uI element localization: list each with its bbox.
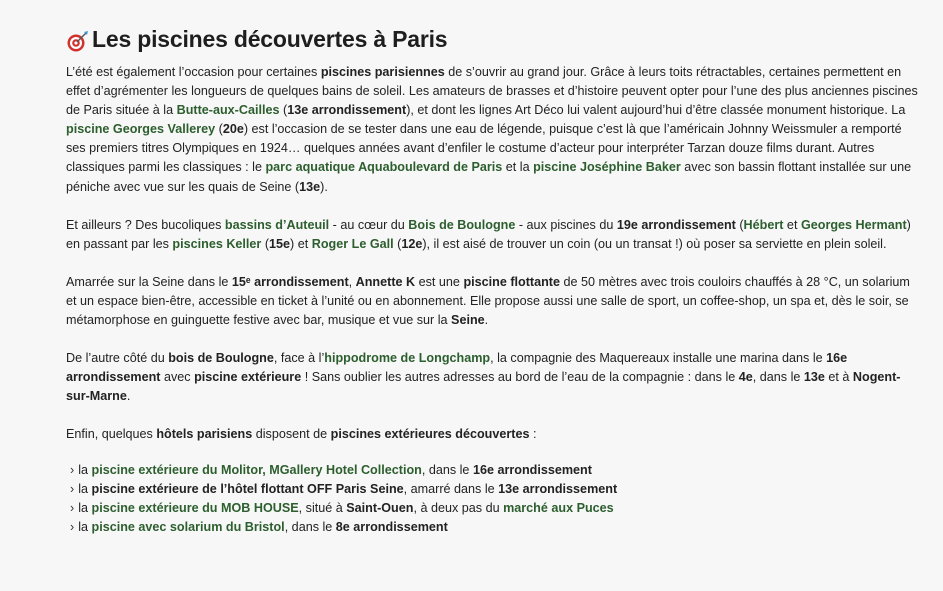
link-hebert[interactable]: Hébert — [743, 217, 784, 232]
chevron-right-icon: › — [70, 481, 75, 496]
chevron-right-icon: › — [70, 519, 75, 534]
paragraph-1: L’été est également l’occasion pour certaines piscines parisiennes de s’ouvrir au grand jour. Grâce à leurs toits rétractables, certaines permettent en effet d’agrémenter les longueurs de quelques bains de soleil. Les amateurs de brasses et d’histoire peuvent opter pour l’une des plus anciennes piscines de Paris située à la Butte-aux-Cailles (13e arrondissement), et dont les lignes Art Déco lui valent aujourd’hui d’être classée monument historique. La piscine Georges Vallerey (20e) est l’occasion de se tester dans une eau de légende, puisque c’est là que l’américain Johnny Weissmuler a remporté ses premiers titres Olympiques en 1924… quelques années avant d’enfiler le costume d’acteur pour interpréter Tarzan douze films durant. Autres classiques parmi les classiques : le parc aquatique Aquaboulevard de Paris et la piscine Joséphine Baker avec son bassin flottant installée sur une péniche avec vue sur les quais de Seine (13e). — [66, 65, 918, 194]
page-title — [66, 26, 923, 53]
link-aquaboulevard[interactable]: parc aquatique Aquaboulevard de Paris — [265, 160, 503, 175]
list-item: › la piscine extérieure du MOB HOUSE, situé à Saint-Ouen, à deux pas du marché aux Puces — [66, 499, 923, 518]
chevron-right-icon: › — [70, 500, 75, 515]
link-butte-aux-cailles[interactable]: Butte-aux-Cailles — [176, 103, 280, 118]
link-bassins-auteuil[interactable]: bassins d’Auteuil — [224, 217, 330, 232]
hotel-pool-list — [66, 461, 923, 537]
link-georges-hermant[interactable]: Georges Hermant — [800, 217, 907, 232]
chevron-right-icon: › — [70, 462, 75, 477]
target-icon — [66, 29, 90, 53]
link-piscines-keller[interactable]: piscines Keller — [172, 236, 262, 251]
paragraph-4: De l’autre côté du bois de Boulogne, face à l’hippodrome de Longchamp, la compagnie des Maquereaux installe une marina dans le 16e arrondissement avec piscine extérieure ! Sans oublier les autres adresses au bord de l’eau de la compagnie : dans le 4e, dans le 13e et à Nogent-sur-Marne. — [66, 351, 901, 404]
link-hippodrome-longchamp[interactable]: hippodrome de Longchamp — [324, 351, 491, 366]
page-title-text: Les piscines découvertes à Paris — [92, 26, 448, 52]
link-piscine-georges-vallerey[interactable]: piscine Georges Vallerey — [66, 122, 216, 137]
list-item: › la piscine extérieure de l’hôtel flottant OFF Paris Seine, amarré dans le 13e arrondissement — [66, 480, 923, 499]
list-item: › la piscine avec solarium du Bristol, dans le 8e arrondissement — [66, 518, 923, 537]
paragraph-5: Enfin, quelques hôtels parisiens disposent de piscines extérieures découvertes : — [66, 427, 537, 442]
link-roger-le-gall[interactable]: Roger Le Gall — [311, 236, 394, 251]
link-piscine-josephine-baker[interactable]: piscine Joséphine Baker — [533, 160, 681, 175]
paragraph-3: Amarrée sur la Seine dans le 15ᵉ arrondissement, Annette K est une piscine flottante de 50 mètres avec trois couloirs chauffés à 28 °C, un solarium et un espace bien-être, accessible en ticket à l’unité ou en abonnement. Elle propose aussi une salle de sport, un coffee-shop, un spa et, dès le soir, se métamorphose en guinguette festive avec bar, musique et vue sur la Seine. — [66, 274, 910, 328]
link-molitor[interactable]: piscine extérieure du Molitor, MGallery Hotel Collection — [91, 462, 422, 477]
list-item: › la piscine extérieure du Molitor, MGallery Hotel Collection, dans le 16e arrondissement — [66, 461, 923, 480]
paragraph-2: Et ailleurs ? Des bucoliques bassins d’Auteuil - au cœur du Bois de Boulogne - aux piscines du 19e arrondissement (Hébert et Georges Hermant) en passant par les piscines Keller (15e) et Roger Le Gall (12e), il est aisé de trouver un coin (ou un transat !) où poser sa serviette en plein soleil. — [66, 217, 911, 251]
link-marche-aux-puces[interactable]: marché aux Puces — [503, 500, 614, 515]
link-bois-de-boulogne[interactable]: Bois de Boulogne — [408, 217, 516, 232]
link-bristol[interactable]: piscine avec solarium du Bristol — [91, 519, 285, 534]
link-mob-house[interactable]: piscine extérieure du MOB HOUSE — [91, 500, 299, 515]
